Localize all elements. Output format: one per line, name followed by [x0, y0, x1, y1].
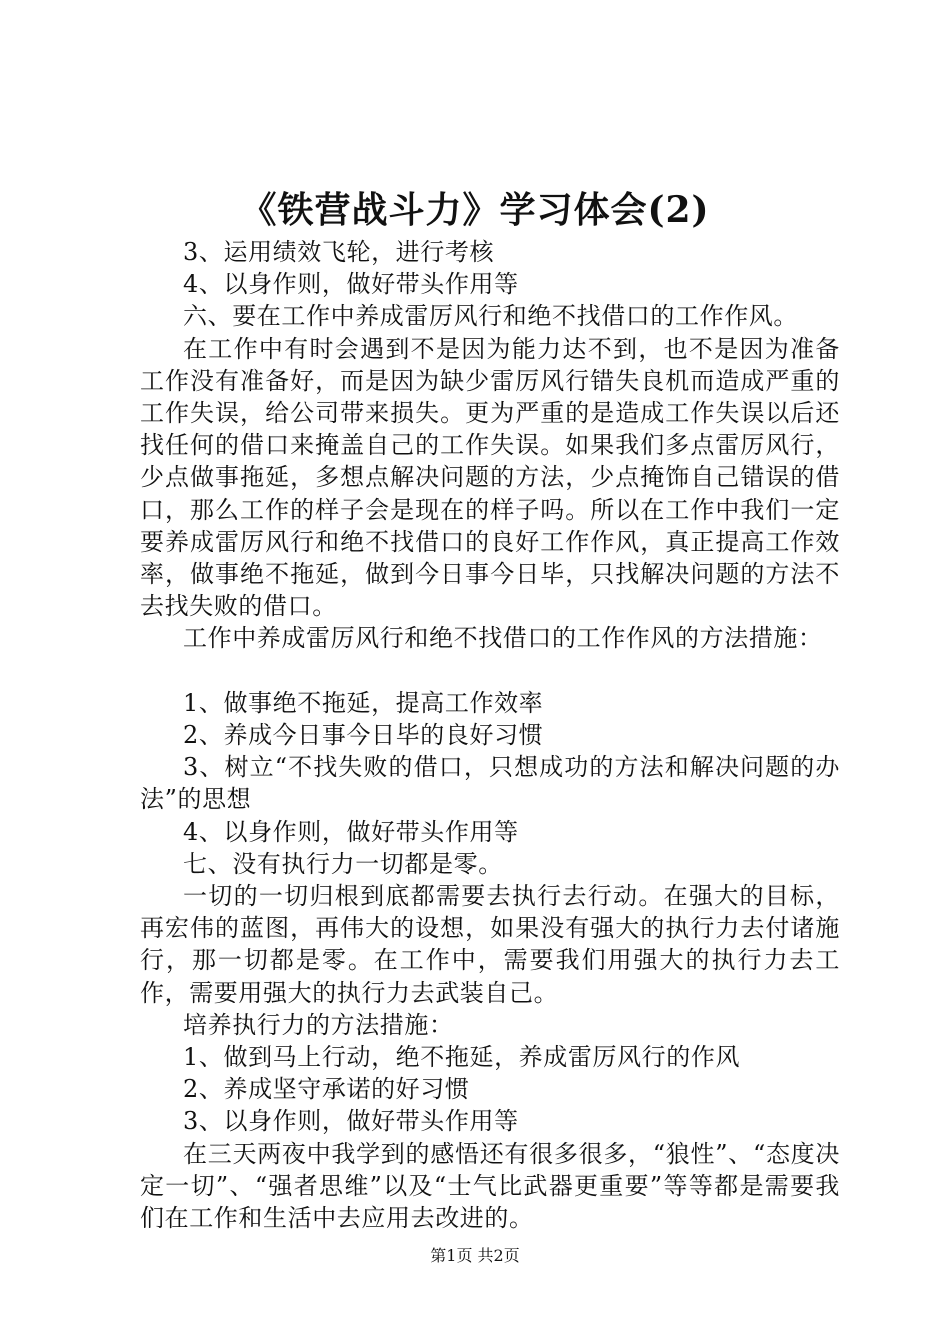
- list-item: 4、以身作则，做好带头作用等: [183, 817, 519, 846]
- list-item: 2、养成今日事今日毕的良好习惯: [183, 721, 544, 750]
- methods-heading: 培养执行力的方法措施：: [183, 1010, 454, 1039]
- blank-line: [140, 655, 840, 687]
- paragraph: 在工作中有时会遇到不是因为能力达不到，也不是因为准备工作没有准备好，而是因为缺少雷厉风行错失良机而造成严重的工作失误，给公司带来损失。更为严重的是造成工作失误以后还找任何的借口来掩盖自己的工作失误。如果我们多点雷厉风行，少点做事拖延，多想点解决问题的方法，少点掩饰自己错误的借口，那么工作的样子会是现在的样子吗。所以在工作中我们一定要养成雷厉风行和绝不找借口的良好工作作风，真正提高工作效率，做事绝不拖延，做到今日事今日毕，只找解决问题的方法不去找失败的借口。: [140, 334, 840, 621]
- methods-heading: 工作中养成雷厉风行和绝不找借口的工作作风的方法措施：: [183, 624, 823, 653]
- document-body: [140, 236, 840, 1234]
- section-heading: 六、要在工作中养成雷厉风行和绝不找借口的工作作风。: [183, 302, 798, 331]
- section-heading: 七、没有执行力一切都是零。: [183, 849, 503, 878]
- page-footer: 第1页 共2页: [430, 1246, 520, 1265]
- list-item: 3、运用绩效飞轮，进行考核: [183, 238, 495, 266]
- list-item: 3、以身作则，做好带头作用等: [183, 1107, 519, 1136]
- paragraph: 在三天两夜中我学到的感悟还有很多很多，“狼性”、“态度决定一切”、“强者思维”以及“士气比武器更重要”等等都是需要我们在工作和生活中去应用去改进的。: [140, 1139, 840, 1233]
- document-title: 《铁营战斗力》学习体会(2): [240, 189, 710, 231]
- list-item: 2、养成坚守承诺的好习惯: [183, 1075, 470, 1104]
- list-item: 4、以身作则，做好带头作用等: [183, 270, 519, 299]
- list-item-multiline: 3、树立“不找失败的借口，只想成功的方法和解决问题的办法”的思想: [140, 753, 840, 814]
- list-item: 1、做事绝不拖延，提高工作效率: [183, 688, 544, 717]
- list-item: 1、做到马上行动，绝不拖延，养成雷厉风行的作风: [183, 1043, 741, 1072]
- paragraph: 一切的一切归根到底都需要去执行去行动。在强大的目标，再宏伟的蓝图，再伟大的设想，如果没有强大的执行力去付诸施行，那一切都是零。在工作中，需要我们用强大的执行力去工作，需要用强大的执行力去武装自己。: [140, 882, 840, 1007]
